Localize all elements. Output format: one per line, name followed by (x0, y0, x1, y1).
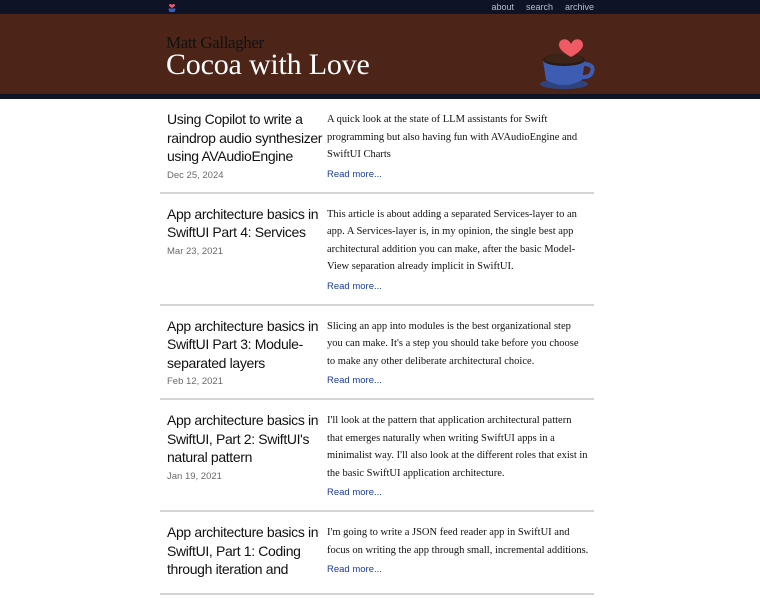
post-summary: I'll look at the pattern that application architectural pattern that emerges naturally when writing SwiftUI apps in a minimalist way. I'll also look at the different roles that exist in the basic SwiftUI application architecture. (327, 415, 588, 479)
author-name: Matt Gallagher (166, 33, 264, 52)
read-more-link[interactable]: Read more... (327, 487, 382, 498)
top-nav-links (491, 0, 594, 14)
blog-title[interactable]: Cocoa with Love (166, 48, 370, 81)
read-more-link[interactable]: Read more... (327, 168, 382, 180)
post-item (160, 400, 594, 512)
post-title[interactable]: App architecture basics in SwiftUI Part 3: Module-separated layers (167, 317, 319, 371)
top-nav-bar (0, 0, 760, 14)
read-more-link[interactable]: Read more... (327, 280, 382, 292)
read-more-link[interactable]: Read more... (327, 564, 382, 575)
post-item (160, 99, 594, 194)
post-date: Feb 12, 2021 (167, 376, 223, 387)
post-item (160, 194, 594, 306)
read-more-link[interactable]: Read more... (327, 375, 382, 386)
post-date: Dec 25, 2024 (167, 169, 224, 181)
post-summary: A quick look at the state of LLM assistants for Swift programming but also having fun with AVAudioEngine and SwiftUI Charts (327, 114, 578, 160)
site-logo-icon[interactable] (166, 1, 178, 13)
post-date: Jan 19, 2021 (167, 470, 222, 482)
heart-coffee-cup-icon (535, 30, 597, 92)
post-summary: Slicing an app into modules is the best organizational step you can make. It's a step you should take before you choose to make any other deliberate architectural choice. (327, 320, 579, 367)
nav-link-search[interactable]: search (525, 2, 553, 12)
post-item (160, 306, 594, 401)
post-title[interactable]: App architecture basics in SwiftUI Part 4: Services (167, 205, 319, 240)
post-summary: This article is about adding a separated Services-layer to an app. A Services-layer is, in my opinion, the single best app architectural addition you can make, after the basic Model-View separation already implicit in SwiftUI. (327, 208, 577, 272)
nav-link-archive[interactable]: archive (564, 2, 594, 12)
post-title[interactable]: Using Copilot to write a raindrop audio synthesizer using AVAudioEngine (167, 111, 323, 164)
post-list (160, 99, 594, 595)
post-title[interactable]: App architecture basics in SwiftUI, Part 2: SwiftUI's natural pattern (167, 412, 319, 465)
nav-link-about[interactable]: about (491, 2, 514, 12)
post-title[interactable]: App architecture basics in SwiftUI, Part 1: Coding through iteration and (167, 524, 319, 577)
post-date: Mar 23, 2021 (167, 245, 223, 257)
post-item (160, 512, 594, 595)
site-header (0, 14, 760, 99)
post-summary: I'm going to write a JSON feed reader app in SwiftUI and focus on writing the app through small, incremental additions. (327, 527, 589, 556)
